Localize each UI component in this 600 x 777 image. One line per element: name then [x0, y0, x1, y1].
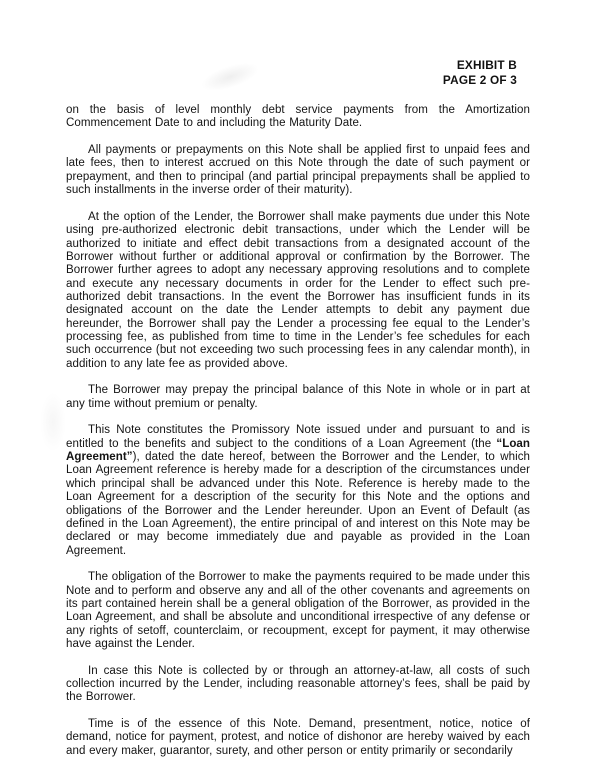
text-run: In case this Note is collected by or through an attorney-at-law, all costs of such collection incurred by the Lender, including reasonable attorney’s fees, shall be paid by the Borrower. — [66, 664, 530, 704]
paragraph-attorney-fees — [66, 665, 530, 705]
paragraph-debit-transactions — [66, 211, 530, 371]
paragraph-general-obligation — [66, 571, 530, 651]
text-run: This Note constitutes the Promissory Note issued under and pursuant to and is entitled to the benefits and subject to the conditions of a Loan Agreement (the — [66, 424, 530, 450]
paragraph-payments-application — [66, 144, 530, 197]
scan-smudge — [198, 57, 262, 96]
page-header — [443, 58, 517, 87]
paragraph-time-of-essence — [66, 718, 530, 758]
scan-smudge — [40, 392, 66, 452]
paragraph-loan-agreement — [66, 424, 530, 557]
page-number-label: PAGE 2 OF 3 — [442, 72, 517, 87]
document-body — [66, 104, 530, 772]
text-run-bold-defined-term: “Loan Agreement” — [66, 437, 530, 464]
paragraph-continuation — [66, 104, 530, 131]
paragraph-prepayment — [66, 384, 530, 411]
text-run: The obligation of the Borrower to make the payments required to be made under this Note and to perform and observe any and all of the other covenants and agreements on its part contained herein shall be a general obligation of the Borrower, as provided in the Loan Agreement, and shall be absolute and unconditional irrespective of any defense or any rights of setoff, counterclaim, or recoupment, except for payment, it may otherwise have against the Lender. — [66, 571, 530, 650]
text-run: on the basis of level monthly debt service payments from the Amortization Commencement Date to and including the Maturity Date. — [66, 104, 530, 130]
text-run: All payments or prepayments on this Note shall be applied first to unpaid fees and late fees, then to interest accrued on this Note through the date of such payment or prepayment, and then to principal (and partial principal prepayments shall be applied to such installments in the inverse order of their maturity). — [66, 144, 530, 197]
text-run: The Borrower may prepay the principal balance of this Note in whole or in part at any time without premium or penalty. — [66, 384, 530, 410]
text-run: ), dated the date hereof, between the Borrower and the Lender, to which Loan Agreement reference is hereby made for a description of the circumstances under which principal shall be advanced under this Note. Reference is hereby made to the Loan Agreement for a description of the security for this Note and the options and obligations of the Borrower and the Lender hereunder. Upon an Event of Default (as defined in the Loan Agreement), the entire principal of and interest on this Note may be declared or may become immediately due and payable as provided in the Loan Agreement. — [66, 451, 530, 557]
text-run: At the option of the Lender, the Borrower shall make payments due under this Note using pre-authorized electronic debit transactions, under which the Lender will be authorized to initiate and effect debit transactions from a designated account of the Borrower without further or additional approval or confirmation by the Borrower. The Borrower further agrees to adopt any necessary approving resolutions and to complete and execute any necessary documents in order for the Lender to effect such pre-authorized debit transactions. In the event the Borrower has insufficient funds in its designated account on the date the Lender attempts to debit any payment due hereunder, the Borrower shall pay the Lender a processing fee equal to the Lender’s processing fee, as published from time to time in the Lender’s fee schedules for each such occurrence (but not exceeding two such processing fees in any calendar month), in addition to any late fee as provided above. — [66, 210, 530, 370]
text-run: Time is of the essence of this Note. Demand, presentment, notice, notice of demand, notice for payment, protest, and notice of dishonor are hereby waived by each and every maker, guarantor, surety, and other person or entity primarily or secondarily — [66, 718, 530, 757]
exhibit-label: EXHIBIT B — [456, 58, 517, 72]
